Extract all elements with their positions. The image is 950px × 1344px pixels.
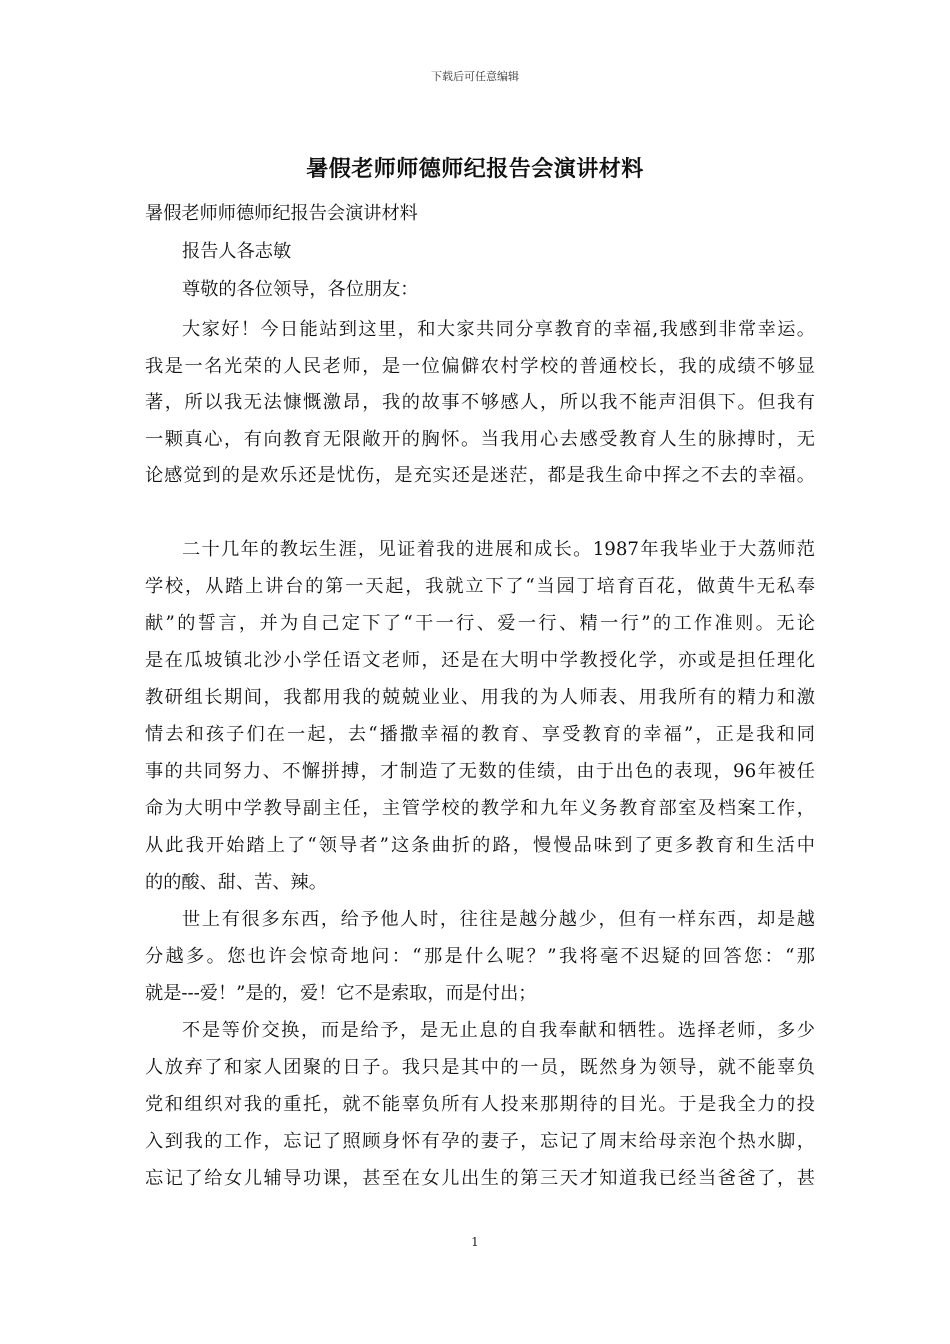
paragraph-line: 事的共同努力、不懈拼搏，才制造了无数的佳绩，由于出色的表现，96年被任 xyxy=(145,760,815,782)
paragraph-1 xyxy=(145,312,815,495)
paragraph-line: 入到我的工作，忘记了照顾身怀有孕的妻子，忘记了周末给母亲泡个热水脚， xyxy=(145,1130,815,1152)
page-header-note: 下载后可任意编辑 xyxy=(431,70,519,83)
paragraph-line: 的的酸、甜、苦、辣。 xyxy=(145,871,327,893)
paragraph-line: 一颗真心，有向教育无限敞开的胸怀。当我用心去感受教育人生的脉搏时，无 xyxy=(145,428,815,450)
paragraph-line: 著，所以我无法慷慨激昂，我的故事不够感人，所以我不能声泪俱下。但我有 xyxy=(145,392,815,413)
paragraph-line: 不是等价交换，而是给予，是无止息的自我奉献和牺牲。选择老师，多少 xyxy=(182,1019,815,1041)
paragraph-line: 二十几年的教坛生涯，见证着我的进展和成长。1987年我毕业于大荔师范 xyxy=(182,538,815,560)
paragraph-line: 学校，从踏上讲台的第一天起，我就立下了“当园丁培育百花，做黄牛无私奉 xyxy=(145,575,815,597)
paragraph-line: 我是一名光荣的人民老师，是一位偏僻农村学校的普通校长，我的成绩不够显 xyxy=(145,355,815,377)
document-body xyxy=(145,200,815,1197)
paragraph-line: 分越多。您也许会惊奇地问：“那是什么呢？”我将毫不迟疑的回答您：“那 xyxy=(145,945,815,967)
paragraph-line: 党和组织对我的重托，就不能辜负所有人投来那期待的目光。于是我全力的投 xyxy=(145,1093,815,1115)
paragraph-line: 情去和孩子们在一起，去“播撒幸福的教育、享受教育的幸福”，正是我和同 xyxy=(145,723,815,745)
paragraph-line: 大家好！今日能站到这里，和大家共同分享教育的幸福,我感到非常幸运。 xyxy=(182,319,815,340)
paragraph-line: 世上有很多东西，给予他人时，往往是越分越少，但有一样东西，却是越 xyxy=(182,908,815,930)
subtitle-line: 暑假老师师德师纪报告会演讲材料 xyxy=(145,203,418,224)
paragraph-line: 论感觉到的是欢乐还是忧伤，是充实还是迷茫，都是我生命中挥之不去的幸福。 xyxy=(145,465,815,486)
reporter-line: 报告人各志敏 xyxy=(182,241,292,262)
paragraph-line: 就是---爱！”是的，爱！它不是索取，而是付出； xyxy=(145,982,537,1004)
paragraph-line: 献”的誓言，并为自己定下了“干一行、爱一行、精一行”的工作准则。无论 xyxy=(145,612,815,634)
paragraph-line: 忘记了给女儿辅导功课，甚至在女儿出生的第三天才知道我已经当爸爸了，甚 xyxy=(145,1167,815,1189)
paragraph-line: 命为大明中学教导副主任，主管学校的教学和九年义务教育部室及档案工作， xyxy=(145,797,815,819)
paragraph-2 xyxy=(145,531,815,901)
page-number: 1 xyxy=(471,1235,479,1249)
paragraph-line: 从此我开始踏上了“领导者”这条曲折的路，慢慢品味到了更多教育和生活中 xyxy=(145,834,815,856)
paragraph-line: 人放弃了和家人团聚的日子。我只是其中的一员，既然身为领导，就不能辜负 xyxy=(145,1056,815,1078)
paragraph-3 xyxy=(145,901,815,1012)
paragraph-4 xyxy=(145,1012,815,1197)
paragraph-line: 教研组长期间，我都用我的兢兢业业、用我的为人师表、用我所有的精力和激 xyxy=(145,686,815,708)
greeting-line: 尊敬的各位领导，各位朋友： xyxy=(182,279,419,300)
paragraph-line: 是在瓜坡镇北沙小学任语文老师，还是在大明中学教授化学，亦或是担任理化 xyxy=(145,649,815,671)
document-title: 暑假老师师德师纪报告会演讲材料 xyxy=(306,156,644,182)
